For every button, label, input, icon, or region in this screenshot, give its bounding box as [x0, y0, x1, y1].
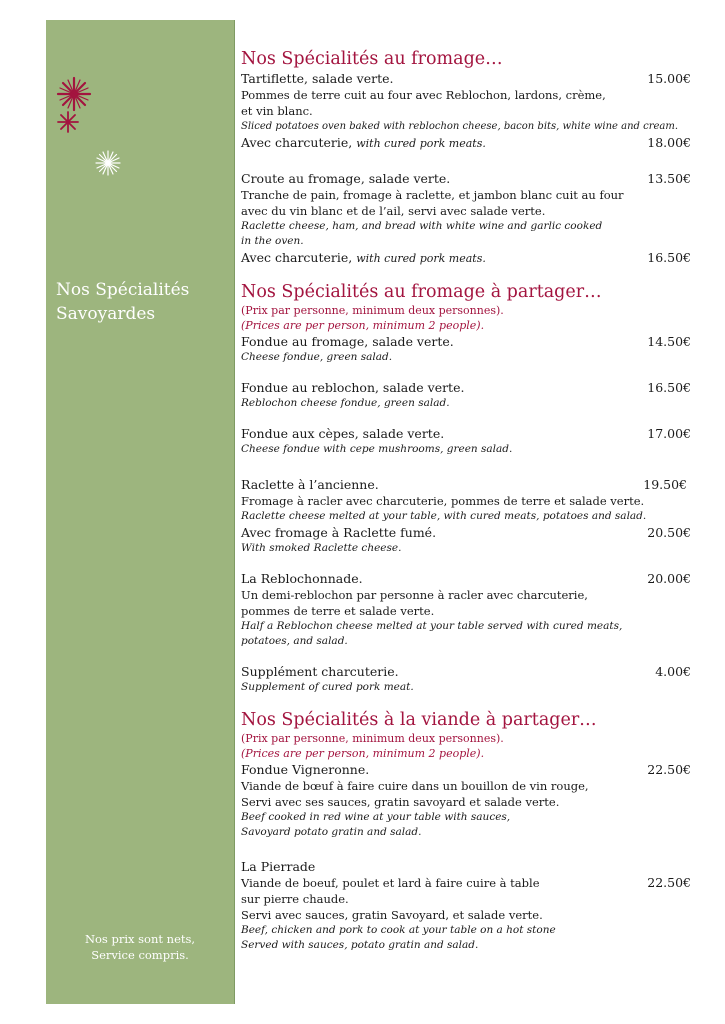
item-name: Croute au fromage, salade verte.	[241, 171, 451, 186]
item-desc-en: Cheese fondue, green salad.	[241, 351, 393, 363]
item-desc-en: Served with sauces, potato gratin and salad.	[241, 939, 479, 951]
item-name: La Pierrade	[241, 859, 316, 874]
item-desc-en: Half a Reblochon cheese melted at your table served with cured meats,	[241, 620, 623, 632]
item-extra-name: Avec fromage à Raclette fumé.	[241, 525, 437, 540]
item-desc: sur pierre chaude.	[241, 892, 349, 906]
item-price: 4.00€	[655, 664, 691, 679]
section-cheese-sharing	[241, 281, 691, 695]
menu-item-fondue-cepes	[241, 425, 691, 457]
item-desc-en: Sliced potatoes oven baked with reblochon cheese, bacon bits, white wine and cream.	[241, 121, 679, 132]
section-title: Nos Spécialités à la viande à partager…	[241, 710, 597, 730]
item-extra-name: Avec charcuterie,	[241, 135, 353, 150]
sidebar-title	[56, 278, 226, 326]
item-price: 15.00€	[647, 71, 691, 86]
item-desc: Viande de boeuf, poulet et lard à faire cuire à table	[241, 876, 540, 890]
menu-content	[241, 48, 691, 953]
section-note-en: (Prices are per person, minimum 2 people).	[241, 747, 485, 760]
item-name: Fondue au fromage, salade verte.	[241, 334, 454, 349]
section-note-en: (Prices are per person, minimum 2 people).	[241, 319, 485, 332]
item-name: Fondue au reblochon, salade verte.	[241, 380, 465, 395]
section-meat-sharing	[241, 709, 691, 953]
item-desc-en: in the oven.	[241, 235, 304, 247]
menu-item-supplement	[241, 663, 691, 695]
item-price: 22.50€	[647, 762, 691, 777]
menu-item-tartiflette	[241, 70, 691, 152]
menu-item-reblochonnade	[241, 570, 691, 649]
item-extra-price: 16.50€	[647, 250, 691, 265]
item-desc: Pommes de terre cuit au four avec Reblochon, lardons, crème,	[241, 88, 606, 102]
price-note-line1: Nos prix sont nets,	[84, 932, 196, 946]
menu-item-fondue	[241, 333, 691, 365]
item-desc-en: Savoyard potato gratin and salad.	[241, 826, 422, 838]
star-small-icon	[57, 111, 79, 133]
item-desc-en: Beef cooked in red wine at your table with sauces,	[241, 811, 511, 823]
item-price: 22.50€	[647, 875, 691, 890]
sidebar-title-line2: Savoyardes	[56, 304, 156, 324]
section-cheese	[241, 48, 691, 267]
item-desc: et vin blanc.	[241, 104, 313, 118]
item-extra-en: With smoked Raclette cheese.	[241, 542, 402, 554]
item-name: La Reblochonnade.	[241, 571, 363, 586]
section-title: Nos Spécialités au fromage à partager…	[241, 282, 602, 302]
item-extra-name: Avec charcuterie,	[241, 250, 353, 265]
section-title: Nos Spécialités au fromage…	[241, 49, 503, 69]
menu-item-fondue-reblochon	[241, 379, 691, 411]
item-desc-en: Raclette cheese melted at your table, with cured meats, potatoes and salad.	[241, 510, 647, 522]
item-name: Fondue aux cèpes, salade verte.	[241, 426, 445, 441]
item-desc: Fromage à racler avec charcuterie, pommes de terre et salade verte.	[241, 494, 645, 508]
sidebar-title-line1: Nos Spécialités	[56, 280, 190, 300]
item-name: Supplément charcuterie.	[241, 664, 399, 679]
item-desc-en: Beef, chicken and pork to cook at your table on a hot stone	[241, 924, 556, 936]
item-extra-price: 20.50€	[647, 525, 691, 540]
item-name: Fondue Vigneronne.	[241, 762, 370, 777]
item-extra-en: with cured pork meats.	[356, 252, 486, 265]
item-desc: Tranche de pain, fromage à raclette, et jambon blanc cuit au four	[241, 188, 624, 202]
item-desc-en: Reblochon cheese fondue, green salad.	[241, 397, 450, 409]
menu-item-pierrade	[241, 858, 691, 953]
star-white-icon	[95, 150, 121, 176]
item-name: Tartiflette, salade verte.	[241, 71, 394, 86]
item-price: 19.50€	[643, 477, 687, 492]
sidebar-panel	[46, 20, 235, 1004]
item-price: 17.00€	[647, 426, 691, 441]
item-desc: avec du vin blanc et de l’ail, servi avec salade verte.	[241, 204, 546, 218]
item-price: 20.00€	[647, 571, 691, 586]
item-desc-en: Supplement of cured pork meat.	[241, 681, 414, 693]
item-extra-price: 18.00€	[647, 135, 691, 150]
item-price: 16.50€	[647, 380, 691, 395]
item-price: 14.50€	[647, 334, 691, 349]
item-desc-en: Raclette cheese, ham, and bread with white wine and garlic cooked	[241, 220, 603, 232]
item-extra-en: with cured pork meats.	[356, 137, 486, 150]
item-desc: pommes de terre et salade verte.	[241, 604, 435, 618]
menu-item-fondue-vigneronne	[241, 761, 691, 840]
item-name: Raclette à l’ancienne.	[241, 477, 379, 492]
item-desc: Servi avec sauces, gratin Savoyard, et salade verte.	[241, 908, 543, 922]
item-desc: Un demi-reblochon par personne à racler avec charcuterie,	[241, 588, 588, 602]
item-desc-en: potatoes, and salad.	[241, 635, 348, 647]
price-note-line2: Service compris.	[91, 948, 189, 962]
menu-item-croute	[241, 170, 691, 267]
section-note-fr: (Prix par personne, minimum deux personnes).	[241, 304, 504, 317]
menu-item-raclette	[241, 476, 691, 556]
price-note	[46, 931, 234, 963]
item-desc-en: Cheese fondue with cepe mushrooms, green salad.	[241, 443, 513, 455]
item-price: 13.50€	[647, 171, 691, 186]
section-note-fr: (Prix par personne, minimum deux personnes).	[241, 732, 504, 745]
item-desc: Servi avec ses sauces, gratin savoyard et salade verte.	[241, 795, 560, 809]
item-desc: Viande de bœuf à faire cuire dans un bouillon de vin rouge,	[241, 779, 589, 793]
star-large-icon	[56, 76, 92, 112]
